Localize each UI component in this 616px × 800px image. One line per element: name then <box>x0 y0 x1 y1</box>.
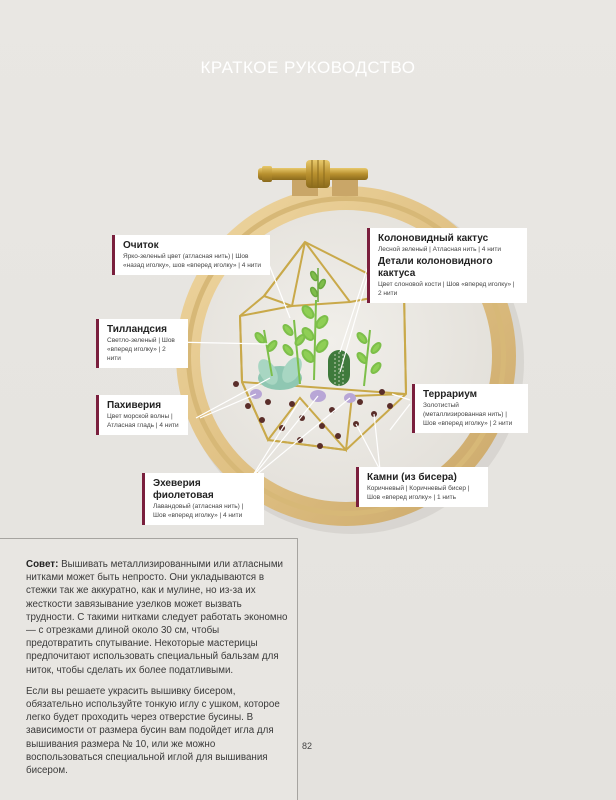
label-desc: Лесной зеленый | Атласная нить | 4 нити <box>378 246 502 253</box>
label-ochitok <box>112 235 270 275</box>
label-echeveria <box>142 473 264 525</box>
label-title: Детали колоновидного кактуса <box>378 256 493 279</box>
label-desc: Лавандовый (атласная нить) | Шов «вперед иголку» | 4 нити <box>153 503 244 519</box>
tip-lead: Совет: <box>26 559 59 570</box>
tip-p1: Вышивать металлизированными или атласными нитками может быть непросто. Они укладываются в стежки так же аккуратно, как и мулине, но из-за их жесткости завязывание узелков может вызвать трудности. С такими нитками следует работать экономно — с отрезками длиной около 30 см, чтобы предотвратить спутывание. Некоторые мастерицы предпочитают использовать специальный бальзам для ниток, чтобы сделать их более податливыми. <box>26 559 288 676</box>
label-title: Очиток <box>123 240 159 251</box>
page-number: 82 <box>302 741 313 751</box>
label-desc: Ярко-зеленый цвет (атласная нить) | Шов «назад иголку», шов «вперед иголку» | 4 нити <box>123 253 262 269</box>
label-desc: Золотистый (металлизированная нить) | Шов «вперед иголку» | 2 нити <box>423 402 513 427</box>
label-terrarium <box>412 384 528 433</box>
page-title: КРАТКОЕ РУКОВОДСТВО <box>200 58 416 77</box>
label-title: Камни (из бисера) <box>367 472 457 483</box>
label-stones <box>356 467 488 507</box>
label-title: Тилландсия <box>107 324 167 335</box>
label-desc: Коричневый | Коричневый бисер | Шов «вперед иголку» | 1 нить <box>367 485 470 501</box>
label-title: Колоновидный кактус <box>378 233 489 244</box>
tip-paragraph <box>26 558 288 677</box>
tip-text <box>26 558 288 785</box>
label-cactus <box>367 228 527 303</box>
label-title: Террариум <box>423 389 478 400</box>
label-desc: Светло-зеленый | Шов «вперед иголку» | 2 нити <box>107 337 175 362</box>
label-title: Пахиверия <box>107 400 162 411</box>
tip-paragraph: Если вы решаете украсить вышивку бисером, обязательно используйте тонкую иглу с ушком, которое легко будет проходить через отверстие бусины. В зависимости от размера бусин вам подойдет игла для вышивания размера № 10, или же можно воспользоваться специальной иглой для вышивания бисером. <box>26 685 280 777</box>
label-desc: Цвет морской волны | Атласная гладь | 4 нити <box>107 413 179 429</box>
label-title: Эхеверия фиолетовая <box>153 478 214 501</box>
label-desc: Цвет слоновой кости | Шов «вперед иголку» | 2 нити <box>378 281 515 297</box>
label-pakhiveria <box>96 395 188 435</box>
label-tillandsia <box>96 319 188 368</box>
